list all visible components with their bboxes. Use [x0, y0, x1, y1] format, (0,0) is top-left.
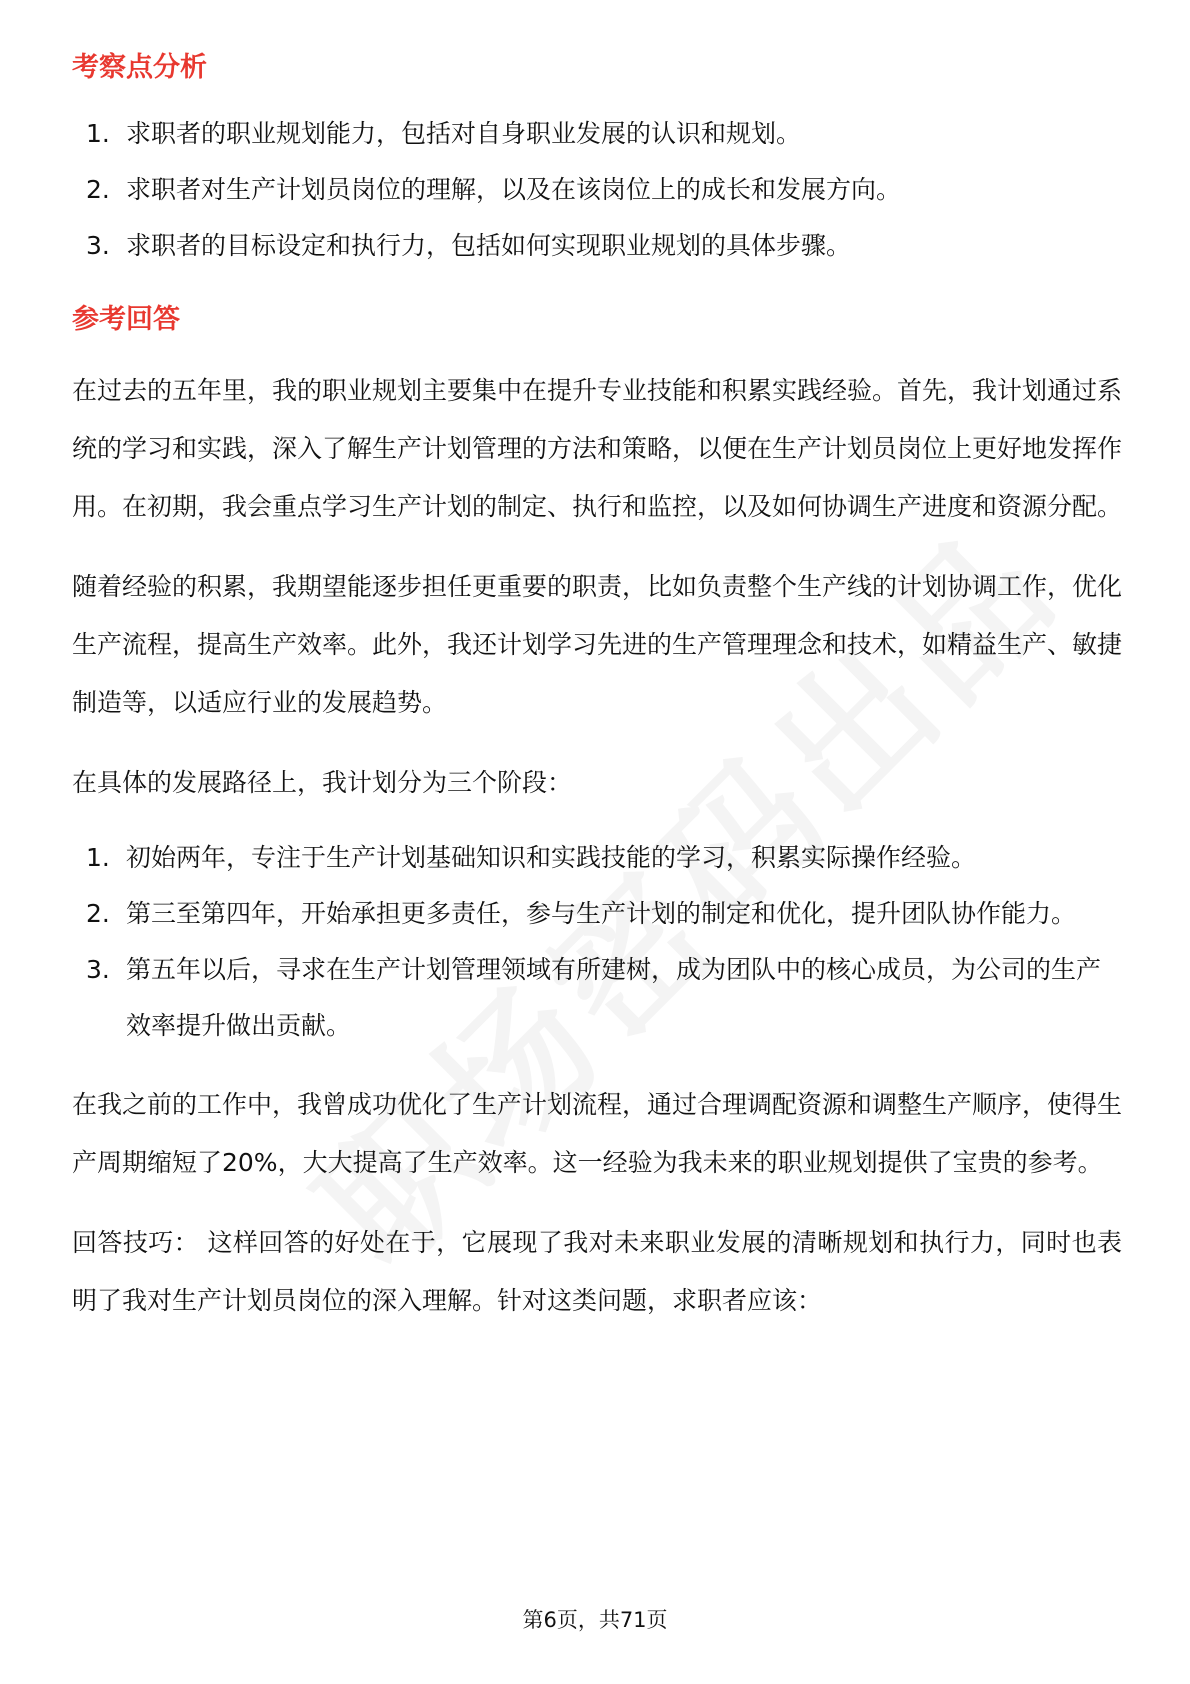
list-item [72, 942, 1122, 1054]
analysis-heading: 考察点分析 [72, 52, 207, 83]
list-item-text: 求职者的目标设定和执行力，包括如何实现职业规划的具体步骤。 [126, 231, 852, 260]
analysis-list [72, 106, 1122, 274]
answer-heading: 参考回答 [72, 304, 180, 335]
answer-paragraph-1: 在过去的五年里，我的职业规划主要集中在提升专业技能和积累实践经验。首先，我计划通过系统的学习和实践，深入了解生产计划管理的方法和策略，以便在生产计划员岗位上更好地发挥作用。在初期，我会重点学习生产计划的制定、执行和监控，以及如何协调生产进度和资源分配。 [72, 376, 1123, 521]
list-item [72, 162, 1122, 218]
list-number: 2. [86, 899, 110, 928]
list-item [72, 886, 1122, 942]
answer-paragraph-3: 在具体的发展路径上，我计划分为三个阶段： [72, 768, 573, 797]
list-item-text: 第五年以后，寻求在生产计划管理领域有所建树，成为团队中的核心成员，为公司的生产效率提升做出贡献。 [126, 955, 1102, 1040]
page-content [72, 48, 1122, 1330]
list-item [72, 106, 1122, 162]
answer-paragraph-4: 在我之前的工作中，我曾成功优化了生产计划流程，通过合理调配资源和调整生产顺序，使得生产周期缩短了20%，大大提高了生产效率。这一经验为我未来的职业规划提供了宝贵的参考。 [72, 1090, 1123, 1177]
list-number: 1. [86, 119, 110, 148]
answer-paragraph-2: 随着经验的积累，我期望能逐步担任更重要的职责，比如负责整个生产线的计划协调工作，优化生产流程，提高生产效率。此外，我还计划学习先进的生产管理理念和技术，如精益生产、敏捷制造等，以适应行业的发展趋势。 [72, 572, 1123, 717]
list-number: 2. [86, 175, 110, 204]
list-number: 1. [86, 843, 110, 872]
list-item-text: 求职者的职业规划能力，包括对自身职业发展的认识和规划。 [126, 119, 802, 148]
list-number: 3. [86, 231, 110, 260]
list-item-text: 初始两年，专注于生产计划基础知识和实践技能的学习，积累实际操作经验。 [126, 843, 977, 872]
page-indicator: 第6页，共71页 [522, 1608, 668, 1632]
list-item [72, 830, 1122, 886]
list-item-text: 求职者对生产计划员岗位的理解，以及在该岗位上的成长和发展方向。 [126, 175, 902, 204]
list-item [72, 218, 1122, 274]
stage-list [72, 830, 1122, 1054]
list-number: 3. [86, 955, 110, 984]
answer-tips-paragraph: 回答技巧： 这样回答的好处在于，它展现了我对未来职业发展的清晰规划和执行力，同时也表明了我对生产计划员岗位的深入理解。针对这类问题，求职者应该： [72, 1228, 1122, 1315]
list-item-text: 第三至第四年，开始承担更多责任，参与生产计划的制定和优化，提升团队协作能力。 [126, 899, 1077, 928]
